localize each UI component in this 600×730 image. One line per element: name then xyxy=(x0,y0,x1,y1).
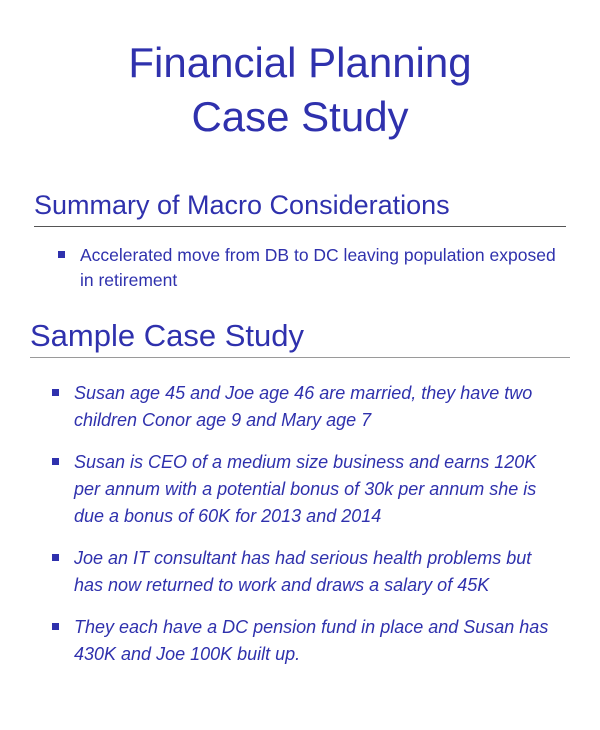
list-item xyxy=(50,614,560,668)
bullet-list-case-study xyxy=(50,380,560,668)
square-bullet-icon xyxy=(52,389,59,396)
slide-title-line-1: Financial Planning xyxy=(128,39,472,86)
section-heading-macro: Summary of Macro Considerations xyxy=(34,190,450,220)
slide-title-line-2: Case Study xyxy=(191,93,409,140)
square-bullet-icon xyxy=(52,554,59,561)
bullet-list-macro xyxy=(56,243,560,293)
list-item-text: Accelerated move from DB to DC leaving population exposed in retirement xyxy=(80,245,556,290)
section-heading-case-study: Sample Case Study xyxy=(30,318,304,353)
list-item xyxy=(50,449,560,530)
list-item-text: Susan age 45 and Joe age 46 are married, they have two children Conor age 9 and Mary age 7 xyxy=(74,383,533,430)
square-bullet-icon xyxy=(58,251,65,258)
section-divider-case-study xyxy=(30,357,570,358)
square-bullet-icon xyxy=(52,623,59,630)
list-item-text: They each have a DC pension fund in place and Susan has 430K and Joe 100K built up. xyxy=(74,617,549,664)
slide-title xyxy=(22,0,578,144)
square-bullet-icon xyxy=(52,458,59,465)
list-item xyxy=(50,380,560,434)
list-item xyxy=(56,243,560,293)
list-item-text: Joe an IT consultant has had serious health problems but has now returned to work and draws a salary of 45K xyxy=(74,548,532,595)
section-divider-macro xyxy=(34,226,566,227)
list-item-text: Susan is CEO of a medium size business and earns 120K per annum with a potential bonus of 30k per annum she is due a bonus of 60K for 2013 and 2014 xyxy=(74,452,537,526)
list-item xyxy=(50,545,560,599)
